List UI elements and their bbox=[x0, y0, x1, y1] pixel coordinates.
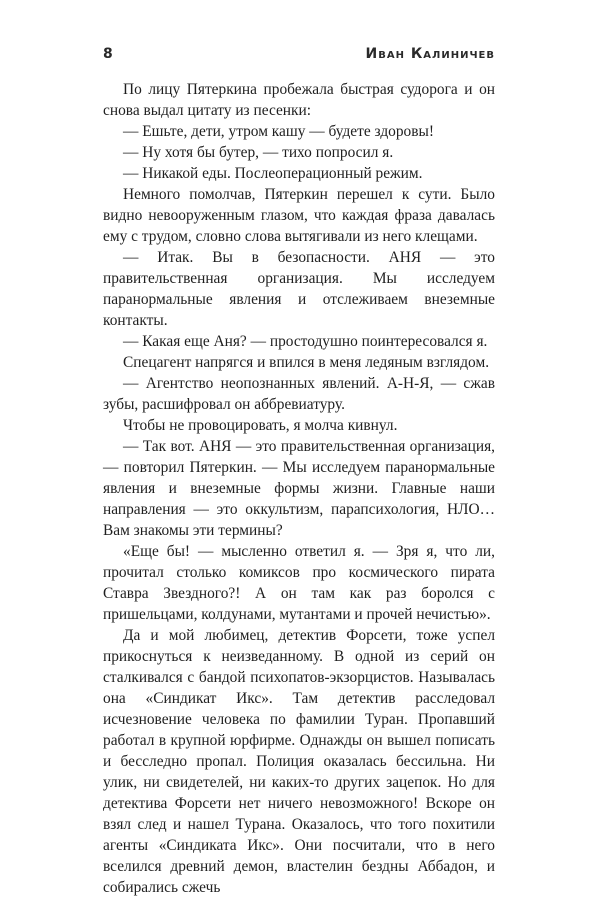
page-number: 8 bbox=[103, 46, 113, 62]
paragraph: Да и мой любимец, детектив Форсети, тоже успел прикоснуться к неизведанному. В одной из серий он сталкивался с бандой психопатов-экзорцистов. Называлась она «Синдикат Икс». Там детектив расследовал исчезновение человека по фамилии Туран. Пропавший работал в крупной юрфирме. Однажды он вышел пописать и бесследно пропал. Полиция оказалась бессильна. Ни улик, ни свидетелей, ни каких-то других зацепок. Но для детектива Форсети нет ничего невозможного! Вскоре он взял след и нашел Турана. Оказалось, что того похитили агенты «Синдиката Икс». Они посчитали, что в него вселился древний демон, властелин бездны Аббадон, и собирались сжечь bbox=[103, 627, 495, 896]
paragraph: Немного помолчав, Пятеркин перешел к сути. Было видно невооруженным глазом, что каждая фраза давалась ему с трудом, словно слова вытягивали из него клещами. bbox=[103, 186, 495, 245]
running-head-author: Иван Калиничев bbox=[365, 46, 495, 62]
running-header bbox=[103, 46, 495, 62]
paragraph: — Ешьте, дети, утром кашу — будете здоровы! bbox=[123, 123, 434, 140]
paragraph: — Итак. Вы в безопасности. АНЯ — это правительственная организация. Мы исследуем паранормальные явления и отслеживаем внеземные контакты. bbox=[103, 249, 495, 329]
paragraph: — Никакой еды. Послеоперационный режим. bbox=[123, 165, 423, 182]
paragraph: — Агентство неопознанных явлений. А-Н-Я, — сжав зубы, расшифровал он аббревиатуру. bbox=[103, 375, 495, 413]
paragraph: — Ну хотя бы бутер, — тихо попросил я. bbox=[123, 144, 394, 161]
paragraph: «Еще бы! — мысленно ответил я. — Зря я, что ли, прочитал столько комиксов про космического пирата Ставра Звездного?! А он там как раз боролся с пришельцами, колдунами, мутантами и прочей нечистью». bbox=[103, 543, 495, 623]
paragraph: Спецагент напрягся и впился в меня ледяным взглядом. bbox=[123, 354, 490, 371]
paragraph: Чтобы не провоцировать, я молча кивнул. bbox=[123, 417, 398, 434]
paragraph: — Какая еще Аня? — простодушно поинтересовался я. bbox=[123, 333, 488, 350]
paragraph: — Так вот. АНЯ — это правительственная организация, — повторил Пятеркин. — Мы исследуем паранормальные явления и внеземные формы жизни. Главные наши направления — это оккультизм, парапсихология, НЛО… Вам знакомы эти термины? bbox=[103, 438, 495, 539]
paragraph: По лицу Пятеркина пробежала быстрая судорога и он снова выдал цитату из песенки: bbox=[103, 81, 495, 119]
body-text bbox=[103, 79, 495, 898]
